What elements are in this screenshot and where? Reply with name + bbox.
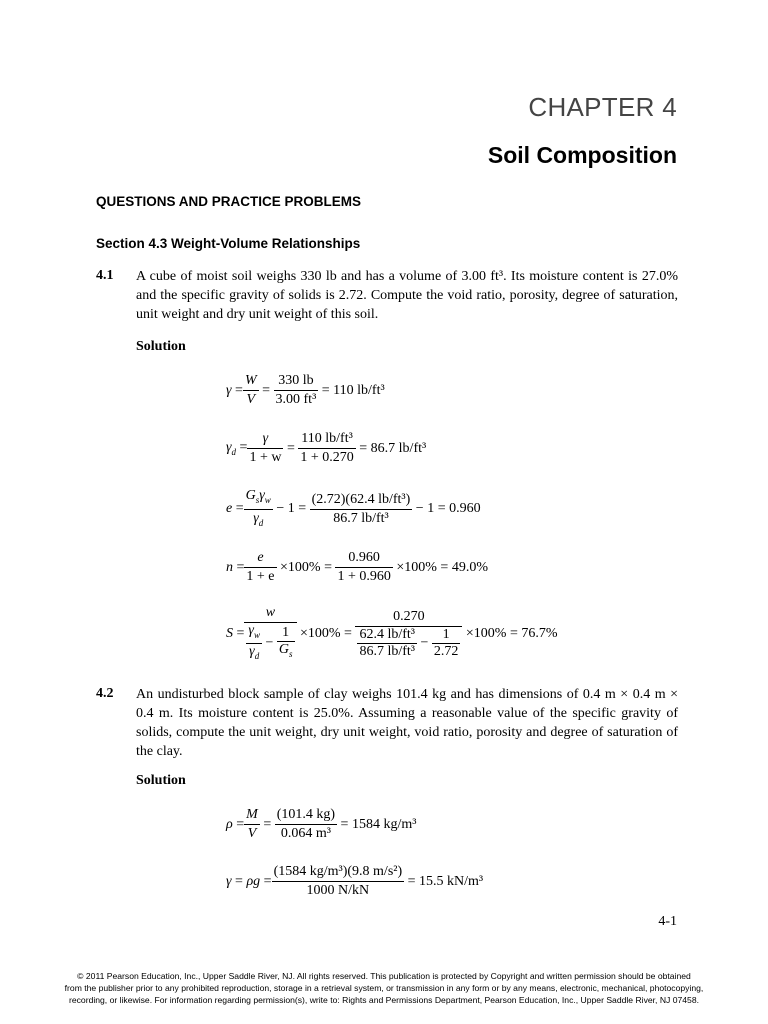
equation-void-ratio: e = $\frac{G_s\gamma_w}{\gamma_d}$ − 1 = $\frac{\text{(2.72)(62.4 lb/ft³)}}{\text{86.7 lb/ft³}}$ − 1 = 0.960 [226, 487, 481, 532]
solution-label: Solution [136, 339, 186, 354]
eq-num: (2.72)(62.4 lb/ft³) [311, 491, 411, 507]
eq-num: 330 lb [278, 373, 314, 388]
chapter-title: Soil Composition [487, 142, 677, 168]
eq-result: = 15.5 kN/m³ [407, 873, 484, 889]
copyright-footer [0, 970, 768, 1006]
eq-den: 1 + e [246, 569, 275, 584]
eq-one: 1 [442, 626, 450, 642]
equation-unit-weight-clay: γ = ρg = $\frac{\text{(1584 kg/m³)(9.8 m/s²)}}{1000 N/kN}$ = 15.5 kN/m³ [226, 864, 484, 898]
eq-den: 1000 N/kN [272, 881, 405, 900]
eq-den: 0.064 m³ [275, 824, 337, 843]
eq-one: 1 [282, 624, 290, 640]
eq-den: 1 + 0.270 [300, 450, 354, 465]
eq-den: 3.00 ft³ [275, 392, 317, 407]
eq-num: (101.4 kg) [276, 807, 336, 822]
eq-num: 0.960 [348, 550, 380, 565]
eq-den: 1 + 0.960 [337, 569, 391, 584]
equation-porosity: n = $\frac{e}{1 + e}$ ×100% = $\frac{0.960}{1 + 0.960}$ ×100% = 49.0% [226, 550, 488, 584]
footer-line: © 2011 Pearson Education, Inc., Upper Saddle River, NJ. All rights reserved. This publication is protected by Copyright and written permission should be obtained [77, 971, 691, 981]
equation-dry-unit-weight: $\gamma_d$ = $\frac{\gamma}{1 + w}$ = $\frac{\text{110 lb/ft³}}{1 + 0.270}$ = 86.7 lb/ft³ [226, 431, 427, 465]
eq-mid: ×100% = [280, 559, 332, 575]
eq-num: 110 lb/ft³ [301, 431, 353, 446]
equation-saturation: S = w $\frac{\gamma_w}{\gamma_d}$ − $\frac{1}{G_s}$ ×100% = 0.270 $\frac{\text{62.4 lb/ft³}}{\text{86.7 lb/ft³}}$ − $\frac{1}{2.72}$ ×100% = 76.7% [226, 604, 558, 664]
eq-den: 86.7 lb/ft³ [310, 509, 413, 528]
eq-result: ×100% = 76.7% [465, 625, 558, 641]
eq-num: 0.270 [393, 608, 425, 624]
section-heading: QUESTIONS AND PRACTICE PROBLEMS [96, 194, 362, 209]
problem-number: 4.1 [96, 268, 114, 283]
eq-inner-den: 86.7 lb/ft³ [359, 643, 415, 659]
footer-line: recording, or likewise. For information regarding permission(s), write to: Rights and Permissions Department, Pearson Education, Inc., Upper Saddle River, NJ 07458. [68, 995, 699, 1005]
problem-text: A cube of moist soil weighs 330 lb and has a volume of 3.00 ft³. Its moisture content is 27.0% and the specific gravity of solids is 2.72. Compute the void ratio, porosity, degree of saturation, unit weight and dry unit weight of this soil. [136, 269, 678, 322]
eq-num: M [246, 807, 258, 822]
equation-unit-weight: γ = $\frac{W}{V}$ = $\frac{330 lb}{\text{3.00 ft³}}$ = 110 lb/ft³ [226, 373, 385, 407]
eq-result: = 1584 kg/m³ [340, 816, 417, 832]
equation-density: ρ = $\frac{M}{V}$ = $\frac{(101.4 kg)}{\text{0.064 m³}}$ = 1584 kg/m³ [226, 807, 417, 841]
chapter-number: CHAPTER 4 [528, 92, 677, 122]
eq-num: (1584 kg/m³)(9.8 m/s²) [273, 864, 403, 879]
eq-inner-num: 62.4 lb/ft³ [359, 626, 415, 642]
eq-num: γ [262, 431, 269, 446]
eq-num: w [265, 605, 276, 620]
eq-result: − 1 = 0.960 [415, 501, 481, 517]
eq-num: e [257, 550, 264, 565]
problem-number: 4.2 [96, 686, 114, 701]
page-number: 4-1 [658, 914, 677, 929]
eq-den: 1 + w [249, 450, 282, 465]
eq-gs-value: 2.72 [433, 643, 459, 659]
eq-mid: ×100% = [300, 625, 352, 641]
eq-den: V [246, 392, 256, 407]
eq-result: ×100% = 49.0% [396, 559, 488, 575]
eq-result: = 86.7 lb/ft³ [359, 440, 427, 456]
footer-line: from the publisher prior to any prohibited reproduction, storage in a retrieval system, or transmission in any form or by any means, electronic, mechanical, photocopying, [64, 983, 704, 993]
solution-label: Solution [136, 773, 186, 788]
eq-num: W [244, 373, 257, 388]
eq-den: V [247, 826, 257, 841]
problem-text: An undisturbed block sample of clay weighs 101.4 kg and has dimensions of 0.4 m × 0.4 m × 0.4 m. Its moisture content is 25.0%. Assuming a reasonable value of the specific gravity of solids, compute the unit weight, dry unit weight, void ratio, porosity and degree of saturation of the clay. [136, 687, 678, 759]
subsection-heading: Section 4.3 Weight-Volume Relationships [96, 236, 361, 251]
eq-result: = 110 lb/ft³ [321, 382, 385, 398]
